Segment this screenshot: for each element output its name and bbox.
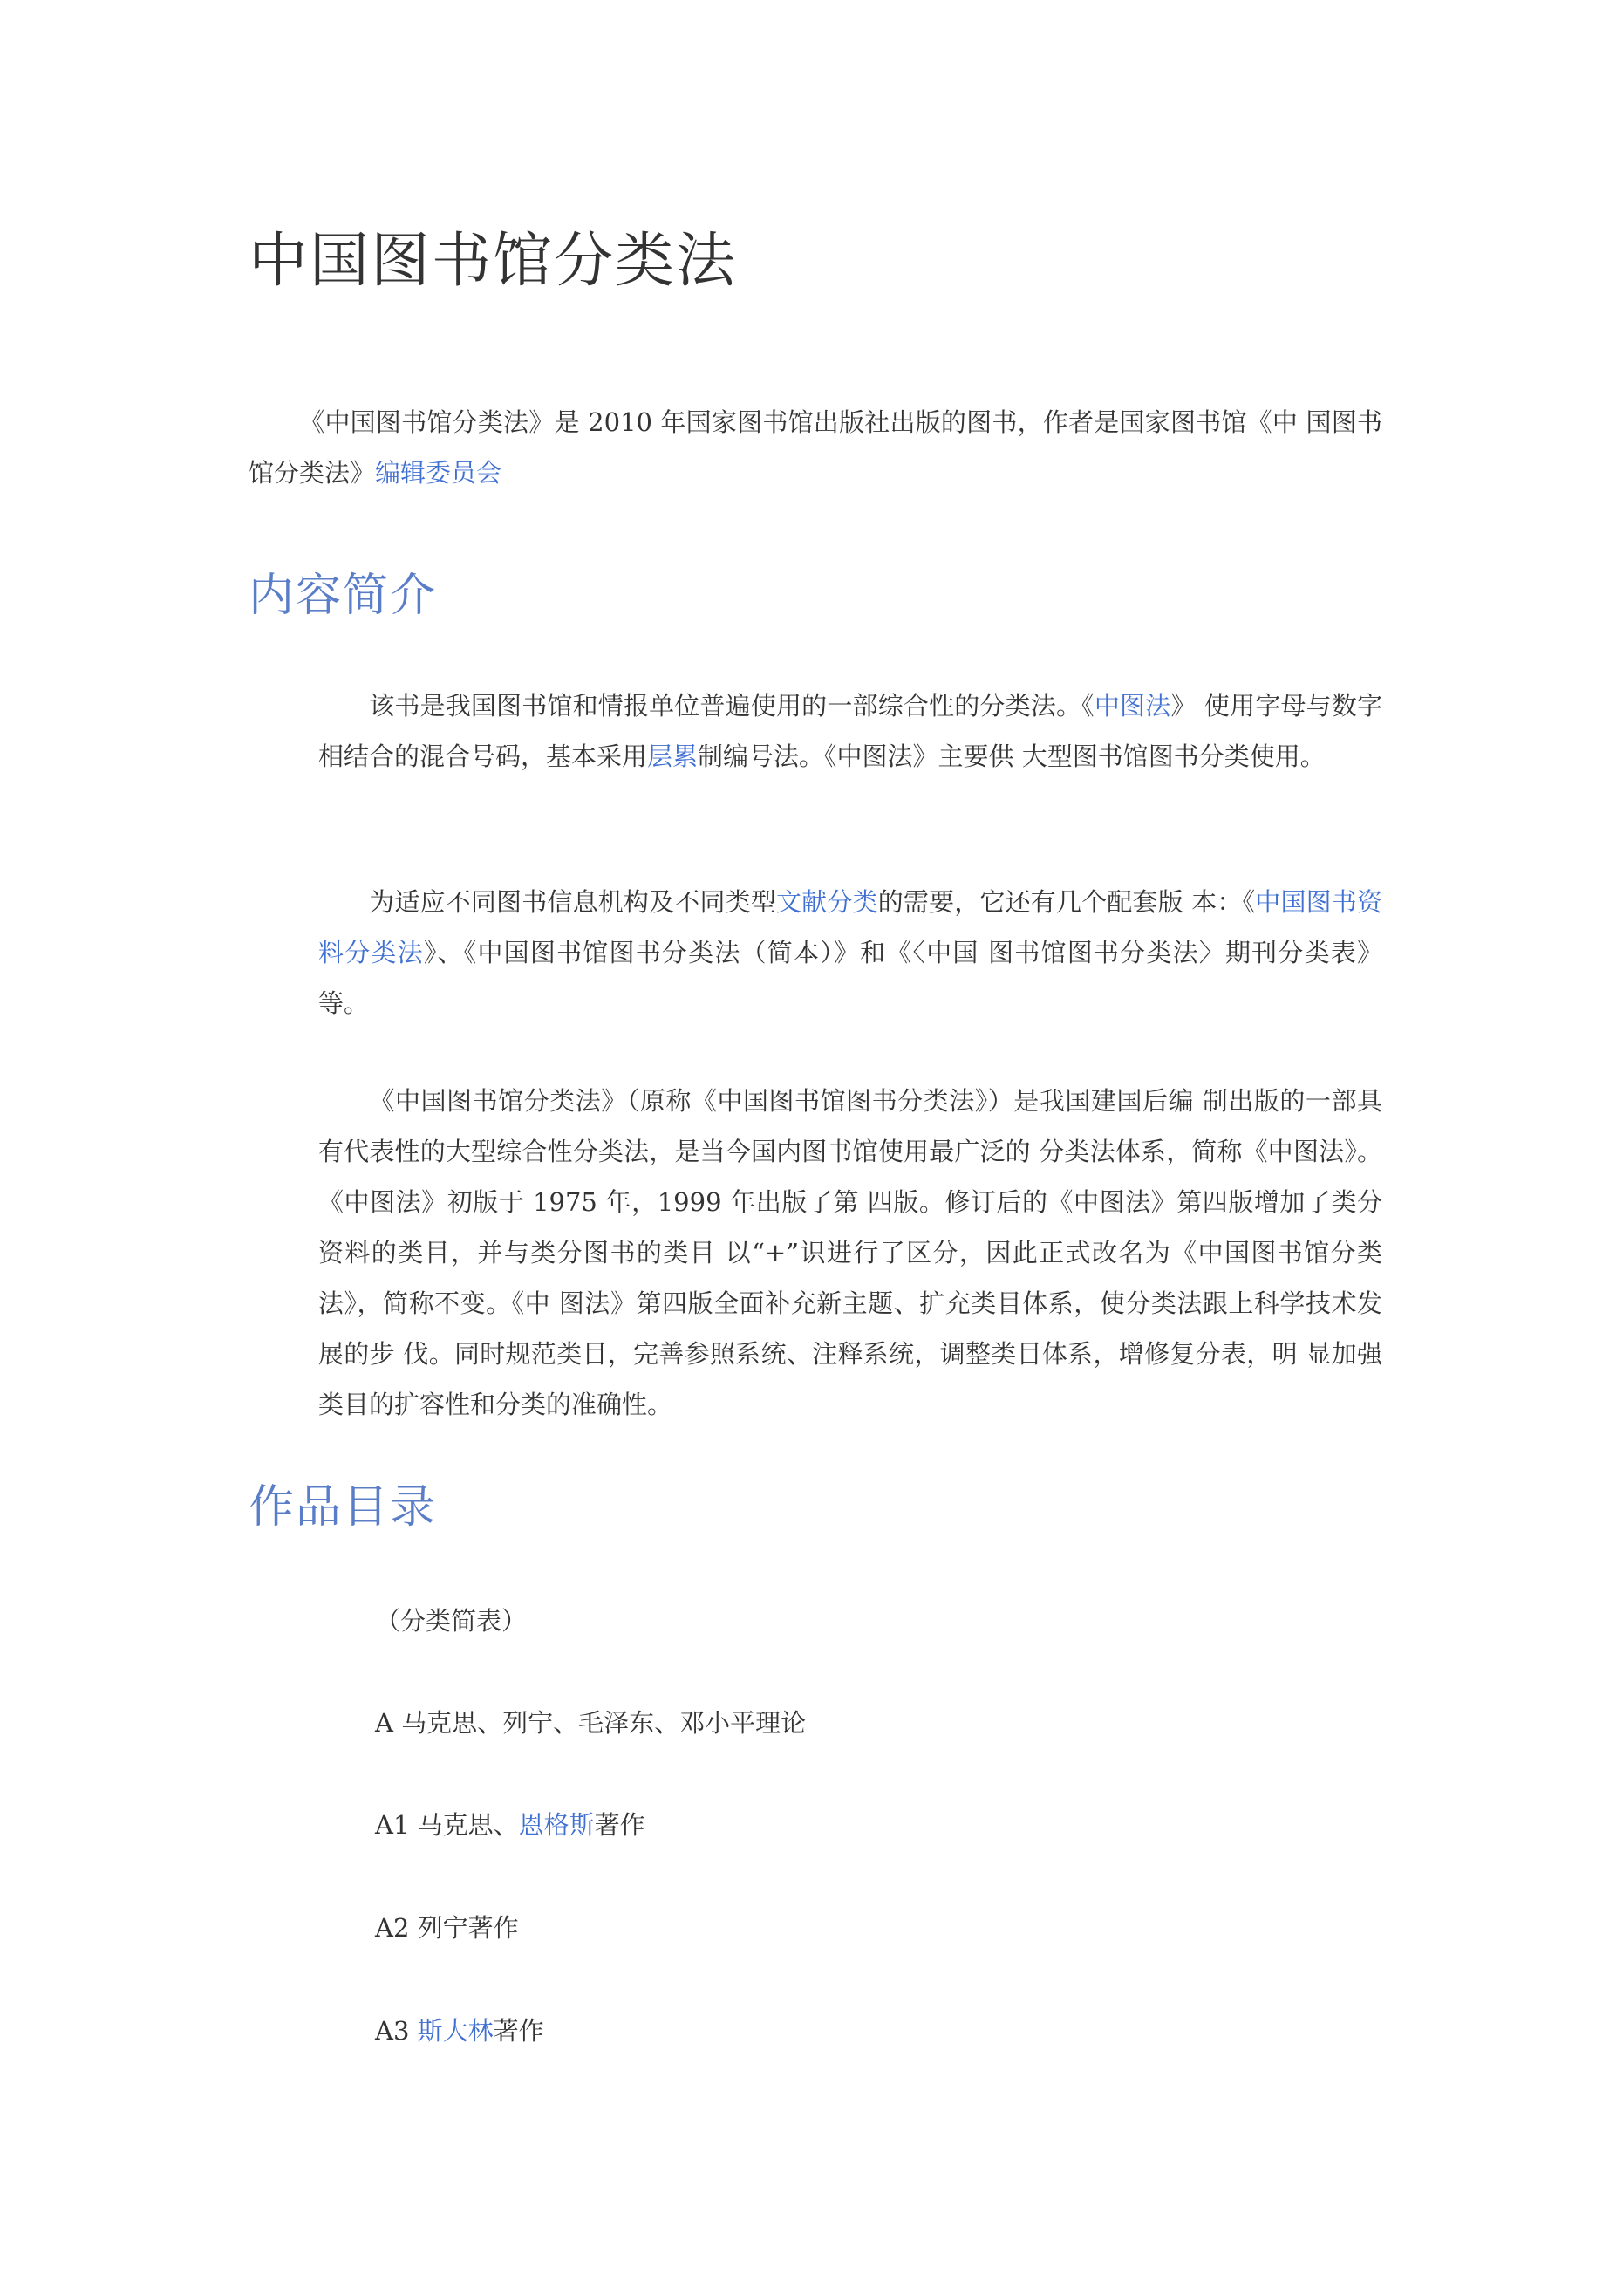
toc-a1-text: A1 马克思、: [375, 1810, 519, 1840]
summary-paragraph-3: [318, 1076, 1382, 1430]
toc-a1-suffix: 著作: [594, 1810, 645, 1840]
link-engels[interactable]: 恩格斯: [518, 1810, 595, 1840]
link-book-data-classification[interactable]: 中国图书资料分类法: [318, 887, 1382, 967]
section-heading-contents: 作品目录: [249, 1481, 438, 1534]
page-title: 中国图书馆分类法: [249, 227, 738, 296]
p2-text-b: 的需要，它还有几个配套版 本：《: [877, 887, 1256, 917]
link-editorial-committee[interactable]: 编辑委员会: [375, 458, 502, 488]
p1-text-c: 制编号法。《中图法》主要供 大型图书馆图书分类使用。: [698, 741, 1326, 771]
p2-text-a: 为适应不同图书信息机构及不同类型: [369, 887, 776, 917]
link-stalin[interactable]: 斯大林: [417, 2016, 494, 2046]
link-zhongtufa[interactable]: 中图法: [1094, 691, 1171, 721]
toc-a3-text: A3: [375, 2016, 418, 2046]
toc-item-a1: [375, 1807, 645, 1842]
summary-paragraph-2: [318, 877, 1382, 1028]
p1-text-b: 》 使用字母与数字相结合的混合号码，基本采用: [318, 691, 1382, 771]
section-heading-summary: 内容简介: [249, 570, 438, 622]
toc-item-a: A 马克思、列宁、毛泽东、邓小平理论: [375, 1708, 807, 1738]
p3-text: 《中国图书馆分类法》（原称《中国图书馆图书分类法》）是我国建国后编 制出版的一部具有代表性的大型综合性分类法，是当今国内图书馆使用最广泛的 分类法体系，简称《中图法》。《中图法》初版于 1975 年，1999 年出版了第 四版。修订后的《中图法》第四版增加了类分资料的类目，并与类分图书的类目 以“+”识进行了区分，因此正式改名为《中国图书馆分类法》，简称不变。《中 图法》第四版全面补充新主题、扩充类目体系，使分类法跟上科学技术发展的步 伐。同时规范类目，完善参照系统、注释系统，调整类目体系，增修复分表，明 显加强类目的扩容性和分类的准确性。: [318, 1086, 1382, 1419]
p2-text-c: 》、《中国图书馆图书分类法（简本）》和《〈中国 图书馆图书分类法〉期刊分类表》等。: [318, 938, 1382, 1018]
p1-text-a: 该书是我国图书馆和情报单位普遍使用的一部综合性的分类法。《: [369, 691, 1095, 721]
toc-item-overview: （分类简表）: [375, 1606, 528, 1636]
toc-a3-suffix: 著作: [493, 2016, 544, 2046]
toc-item-a3: [375, 2013, 544, 2048]
link-cenglei[interactable]: 层累: [647, 741, 699, 771]
summary-paragraph-1: [318, 680, 1382, 782]
intro-paragraph: [249, 397, 1382, 498]
link-document-classification[interactable]: 文献分类: [776, 887, 878, 917]
toc-item-a2: A2 列宁著作: [375, 1913, 519, 1943]
intro-text: 《中国图书馆分类法》是 2010 年国家图书馆出版社出版的图书，作者是国家图书馆《中 国图书馆分类法》: [249, 407, 1382, 488]
